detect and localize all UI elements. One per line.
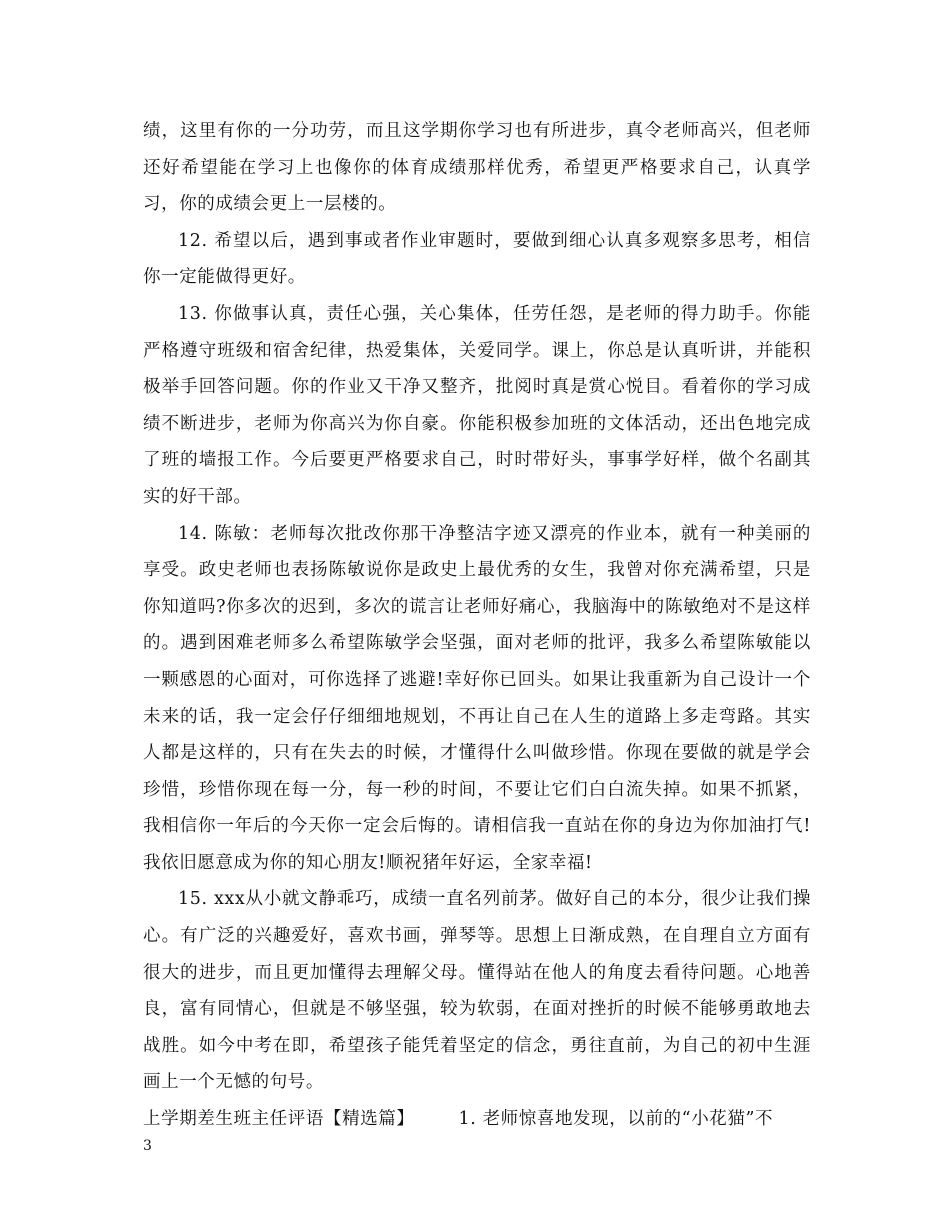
section-heading: 上学期差生班主任评语【精选篇】 [143,1109,415,1130]
paragraph-item-14: 14. 陈敏：老师每次批改你那干净整洁字迹又漂亮的作业本，就有一种美丽的享受。政史老师也表扬陈敏说你是政史上最优秀的女生，我曾对你充满希望，只是你知道吗?你多次的迟到，多次的谎言让老师好痛心，我脑海中的陈敏绝对不是这样的。遇到困难老师多么希望陈敏学会坚强，面对老师的批评，我多么希望陈敏能以一颗感恩的心面对，可你选择了逃避!幸好你已回头。如果让我重新为自己设计一个未来的话，我一定会仔仔细细地规划，不再让自己在人生的道路上多走弯路。其实人都是这样的，只有在失去的时候，才懂得什么叫做珍惜。你现在要做的就是学会珍惜，珍惜你现在每一分，每一秒的时间，不要让它们白白流失掉。如果不抓紧，我相信你一年后的今天你一定会后悔的。请相信我一直站在你的身边为你加油打气!我依旧愿意成为你的知心朋友!顺祝猪年好运，全家幸福! [143,523,811,873]
paragraph-item-12: 12. 希望以后，遇到事或者作业审题时，要做到细心认真多观察多思考，相信你一定能做得更好。 [143,230,811,288]
paragraph-item-13: 13. 你做事认真，责任心强，关心集体，任劳任怨，是老师的得力助手。你能严格遵守班级和宿舍纪律，热爱集体，关爱同学。课上，你总是认真听讲，并能积极举手回答问题。你的作业又干净又整齐，批阅时真是赏心悦目。看着你的学习成绩不断进步，老师为你高兴为你自豪。你能积极参加班的文体活动，还出色地完成了班的墙报工作。今后要更严格要求自己，时时带好头，事事学好样，做个名副其实的好干部。 [143,303,811,507]
section-heading-line [143,1101,811,1138]
paragraph-item-15: 15. xxx从小就文静乖巧，成绩一直名列前茅。做好自己的本分，很少让我们操心。有广泛的兴趣爱好，喜欢书画，弹琴等。思想上日渐成熟，在自理自立方面有很大的进步，而且更加懂得去理解父母。懂得站在他人的角度去看待问题。心地善良，富有同情心，但就是不够坚强，较为软弱，在面对挫折的时候不能够勇敢地去战胜。如今中考在即，希望孩子能凭着坚定的信念，勇往直前，为自己的初中生涯画上一个无憾的句号。 [143,889,811,1093]
page-number: 3 [143,1138,152,1154]
paragraph-continued: 绩，这里有你的一分功劳，而且这学期你学习也有所进步，真令老师高兴，但老师还好希望能在学习上也像你的体育成绩那样优秀，希望更严格要求自己，认真学习，你的成绩会更上一层楼的。 [143,121,811,215]
document-body [143,113,811,1138]
section-first-item: 1. 老师惊喜地发现，以前的“小花猫”不 [458,1109,774,1130]
